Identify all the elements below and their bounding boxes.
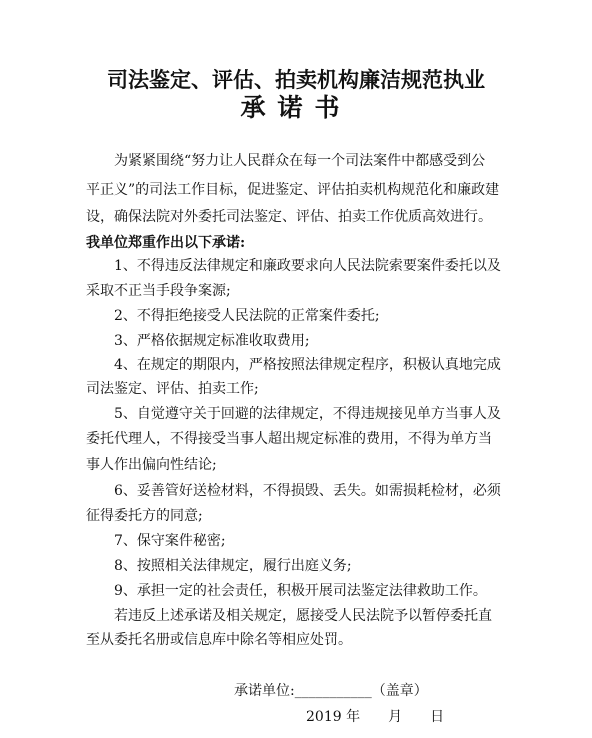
body-line: 7、保守案件秘密; [86, 533, 226, 549]
document-title-line1: 司法鉴定、评估、拍卖机构廉洁规范执业 [107, 67, 485, 92]
body-line: 采取不正当手段争案源; [86, 283, 231, 299]
body-line: 5、自觉遵守关于回避的法律规定，不得违规接见单方当事人及 [86, 406, 501, 422]
body-line: 2、不得拒绝接受人民法院的正常案件委托; [86, 308, 380, 324]
body-line: 委托代理人，不得接受当事人超出规定标准的费用，不得为单方当 [86, 431, 492, 447]
body-line: 4、在规定的期限内，严格按照法律规定程序，积极认真地完成 [86, 357, 501, 373]
body-line: 设，确保法院对外委托司法鉴定、评估、拍卖工作优质高效进行。 [86, 209, 492, 225]
body-line: 平正义”的司法工作目标，促进鉴定、评估拍卖机构规范化和廉政建 [86, 182, 500, 198]
body-line: 为紧紧围绕“努力让人民群众在每一个司法案件中都感受到公 [86, 153, 486, 169]
body-line: 事人作出偏向性结论; [86, 457, 217, 473]
commitment-heading: 我单位郑重作出以下承诺: [86, 235, 246, 251]
body-line: 9、承担一定的社会责任，积极开展司法鉴定法律救助工作。 [86, 583, 487, 599]
date-line: 2019 年 月 日 [306, 709, 445, 725]
body-line: 至从委托名册或信息库中除名等相应处罚。 [86, 632, 352, 648]
document-title-line2: 承诺书 [240, 93, 352, 122]
body-line: 8、按照相关法律规定，履行出庭义务; [86, 558, 352, 574]
body-line: 1、不得违反法律规定和廉政要求向人民法院索要案件委托以及 [86, 258, 501, 274]
body-line: 征得委托方的同意; [86, 508, 203, 524]
body-line: 若违反上述承诺及相关规定，愿接受人民法院予以暂停委托直 [86, 608, 492, 624]
body-line: 3、严格依据规定标准收取费用; [86, 333, 310, 349]
body-line: 司法鉴定、评估、拍卖工作; [86, 381, 259, 397]
signature-line: 承诺单位:___________（盖章） [234, 683, 428, 699]
body-line: 6、妥善管好送检材料，不得损毁、丢失。如需损耗检材，必须 [86, 483, 501, 499]
